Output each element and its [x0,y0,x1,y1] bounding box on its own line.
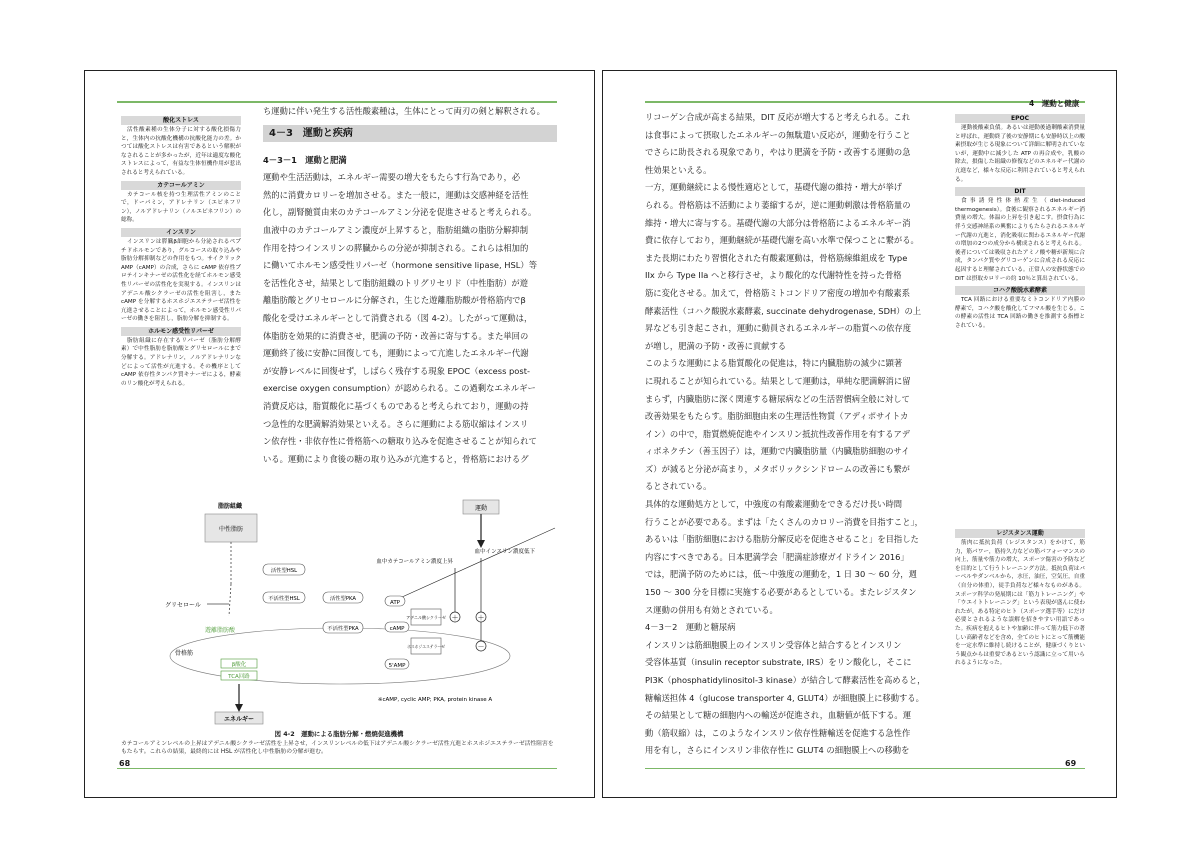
text-line: を活性化させ，結果として脂肪組織のトリグリセリド（中性脂肪）が遊 [263,277,529,288]
text-line: 酵素活性（コハク酸脱水素酵素, succinate dehydrogenase, SDH）の上 [645,305,922,316]
intro-line: ち運動に伴い発生する活性酸素種は，生体にとって両刃の剣と解釈される。 [263,106,545,116]
text-line: られる。骨格筋は不活動により萎縮するが，逆に運動刺激は骨格筋量の [645,199,911,210]
text-line: あるいは「脂肪細胞における脂肪分解反応を促進させること」を目指した [645,534,919,545]
sidebar-text: 運動後酸素負債。あるいは運動後過剰酸素消費量と呼ばれ，運動終了後の安静期にも安静時以上の酸素摂取が生じる現象について詳細に解明されていないが，運動中に減少した ATP の再合成や，乳酸の除去，損傷した組織の修復などのエネルギー代謝の亢進など，様々な反応に利用されていると考えられる。 [955,125,1085,183]
right-sidebar-bottom [955,526,1085,668]
text-line: ス運動の併用も有効とされている。 [645,604,778,615]
fig-plus-2: ＋ [477,614,485,622]
fig-active-pka: 活性型PKA [329,596,357,602]
sidebar-heading: 酸化ストレス [121,116,241,125]
fig-pde: ホスホジエステラーゼ [407,644,445,649]
sidebar-heading: EPOC [955,114,1085,123]
text-line: その結果として糖の細胞内への輸送が促進され，血糖値が低下する。運 [645,710,912,721]
fig-atp: ATP [389,600,401,606]
text-line: 化し，副腎髄質由来のカテコールアミン分泌を促進させると考えられる。 [263,207,537,218]
fig-tg-label: 中性脂肪 [218,526,244,533]
text-line: 維持・増大に寄与する。基礎代謝の大部分は骨格筋によるエネルギー消 [645,217,911,228]
fig-adenylate-cyclase: アデニル酸シクラーゼ [406,615,446,620]
right-page [602,70,1117,798]
text-line: 受容体基質（insulin receptor substrate, IRS）をリン酸化し，そこに [645,657,912,668]
sidebar-text: カテコール核を持つ生理活性アミンのことで，ドーパミン，アドレナリン（エピネフリン），ノルアドレナリン（ノルエピネフリン）の総称。 [121,191,241,224]
text-line: このような運動による脂質酸化の促進は，特に内臓脂肪の減少に顕著 [645,358,903,369]
text-line: が増し，肥満の予防・改善に貢献する [645,340,787,351]
fig-5amp: 5'AMP [388,663,406,669]
fig-camp: cAMP [389,626,405,632]
text-line: ズ）が減ると分泌が高まり，メタボリックシンドロームの改善にも繋が [645,463,910,474]
figure-caption-title: 図 4-2 運動による脂肪分解・燃焼促進機構 [274,730,404,738]
text-line: 運動や生活活動は，エネルギー需要の増大をもたらす行為であり，必 [263,172,521,183]
subsection-title: 4－3－1 運動と肥満 [263,154,347,165]
sidebar-heading: ホルモン感受性リパーゼ [121,327,241,336]
figure-caption-text: カテコールアミンレベルの上昇はアデニル酸シクラーゼ活性を上昇させ，インスリンレベルの低下はアデニル酸シクラーゼ活性亢進とホスホジエステラーゼ活性阻害をもたらす。これらの結果，最終的には HSL が活性化し中性脂肪の分解が進む。 [121,741,554,756]
text-line: PI3K（phosphatidylinositol-3 kinase）が結合して酵素活性を高めると， [645,675,926,685]
text-line: 然的に消費カロリーを増加させる。また一般に，運動は交感神経を活性 [263,189,529,200]
fig-adipose-label: 脂肪組織 [217,503,243,510]
text-line: は食事によって摂取したエネルギーの無駄遣い反応が，運動を行うこと [645,129,911,140]
sidebar-text: インスリンは膵臓β細胞から分泌されるペプチドホルモンであり，グルコースの取り込みや脂肪分解抑制などの作用をもつ。サイクリック AMP（cAMP）の合成，さらに cAMP 依存性プロテインキナーゼの活性化を経てホルモン感受性リパーゼの活性化を実現する。インスリンはアデニル酸シクラーゼの活性を阻害し，また cAMP を分解するホスホジエステラーゼ活性を亢進させることによって，ホルモン感受性リパーゼの働きを阻害し，脂肪分解を抑制する。 [121,238,241,323]
top-rule-right [645,101,1085,103]
sidebar-heading: コハク酸脱水素酵素 [955,286,1085,295]
text-line: 血液中のカテコールアミン濃度が上昇すると，脂肪組織の脂肪分解抑制 [263,224,529,235]
sidebar-text: 食事誘発性体熱産生（diet-induced thermogenesis）。食後に観察されるエネルギー消費量の増大。体温の上昇を引き起こす。摂食行為に伴う交感神経系の興奮によりもたらされるエネルギー代謝の亢進と，消化吸収に関わるエネルギー代謝の増加の2つの成分から構成されると考えられる。後者については吸収されたアミノ酸や糖が新規に合成，タンパク質やグリコーゲンに合成される反応に起因すると理解されている。正常人の安静状態での DIT は摂取カロリーの約 10％と算出されている。 [955,198,1085,282]
text-line: でさらに助長される現象であり，やはり肥満を予防・改善する運動の急 [645,147,911,158]
text-line: 行うことが必要である。まずは「たくさんのカロリー消費を目指すこと」， [645,516,923,527]
fig-muscle: 骨格筋 [175,650,194,657]
fig-beta-ox: β酸化 [231,662,247,668]
left-paragraph [263,169,557,468]
fig-exercise-label: 運動 [474,505,488,512]
text-line: まらず，内臓脂肪に深く関連する糖尿病などの生活習慣病全般に対して [645,393,910,404]
sidebar-heading: DIT [955,187,1085,196]
left-main-text [263,103,557,468]
left-sidebar [121,113,241,388]
fig-catecholamine-up-label: 血中カテコールアミン濃度上昇 [376,559,453,565]
text-line: ン依存性・非依存性に骨格筋への糖取り込みを促進させることが知られて [263,436,537,447]
sidebar-heading: インスリン [121,228,241,237]
text-line: 作用を持つインスリンの膵臓からの分泌が抑制される。これらは相加的 [263,242,529,253]
sidebar-text: 脂肪組織に存在するリパーゼ（脂肪分解酵素）で中性脂肪を脂肪酸とグリセロールにまで分解する。アドレナリン，ノルアドレナリンなどによって活性が亢進する。その機序として cAMP 依存性タンパク質キナーゼによる，酵素のリン酸化が考えられる。 [121,337,241,387]
text-line: いる。運動により食後の糖の取り込みが亢進すると，骨格筋におけるグ [263,453,529,464]
fig-plus-1: ＋ [451,614,459,622]
bottom-rule-right [645,768,1085,769]
left-page [84,70,595,798]
text-line: に働いてホルモン感受性リパーゼ（hormone sensitive lipase, HSL）等 [263,260,538,271]
running-head: 4 運動と健康 [1029,99,1080,108]
text-line: 酸化を受けエネルギーとして消費される（図 4-2）。したがって運動は， [263,312,533,323]
text-line: 費に依存しており，運動継続が基礎代謝を高い水準で保つことに繋がる。 [645,235,919,246]
text-line: 筋に変化させる。加えて，骨格筋ミトコンドリア密度の増加や有酸素系 [645,287,911,298]
text-line: 糖輸送担体 4（glucose transporter 4, GLUT4）が細胞膜上に移動する。 [645,692,924,703]
text-line: 具体的な運動処方として，中強度の有酸素運動をできるだけ長い時間 [645,499,903,510]
text-line: 性効果といえる。 [645,164,712,175]
fig-abbreviations: ※cAMP, cyclic AMP; PKA, protein kinase A [377,697,493,703]
text-line: exercise oxygen consumption）が認められる。この過剰なエネルギー [263,383,536,394]
right-main-text [645,109,941,760]
fig-insulin-down-label: 血中インスリン濃度低下 [474,549,535,555]
sidebar-heading: レジスタンス運動 [955,529,1085,538]
sidebar-text: 活性酸素種の生体分子に対する酸化損傷力と，生体内の抗酸化機構の抗酸化能力の差。かつては酸化ストレスは有害であるという解釈がなされることが多かったが，近年は適度な酸化ストレスによって，有益な生体恒機作用が惹出されると考えられている。 [121,127,241,176]
text-line: 動（筋収縮）は，このようなインスリン依存性糖輸送を促進する急性作 [645,727,911,738]
text-line: では，肥満予防のためには，低～中強度の運動を，1 日 30 ～ 60 分，週 [645,569,917,580]
bottom-rule [117,768,557,769]
text-line: ィポネクチン（善玉因子）は，運動で内臓脂肪量（内臓脂肪細胞のサイ [645,446,910,457]
sidebar-heading: カテコールアミン [121,181,241,190]
text-line: 4－3－2 運動と糖尿病 [645,622,736,633]
text-line: 一方，運動継続による慢性適応として，基礎代謝の維持・増大が挙げ [645,182,903,193]
text-line: また長期にわたり習慣化された有酸素運動は，骨格筋線維組成を Type [645,252,908,263]
text-line: るとされている。 [645,481,712,492]
text-line: 昇なども引き起こされ，運動に動員されるエネルギーの脂質への依存度 [645,323,912,334]
fig-ffa: 遊離脂肪酸 [205,627,236,634]
text-line: に現れることが知られている。結果として運動は，単純な肥満解消に留 [645,375,911,386]
text-line: 内容にすべきである。日本肥満学会「肥満症診療ガイドライン 2016」 [645,551,909,562]
text-line: インスリンは筋細胞膜上のインスリン受容体と結合するとインスリン [645,639,902,650]
text-line: 体脂肪を効果的に消費させ，肥満の予防・改善に寄与する。また単回の [263,330,529,341]
figure-4-2-diagram [145,496,565,728]
figure-caption [121,730,557,757]
text-line: IIx から Type IIa へと移行させ，より酸化的な代謝特性を持った骨格 [645,270,902,281]
fig-energy: エネルギー [223,716,255,723]
fig-minus: － [477,643,485,651]
fig-inactive-hsl: 不活性型HSL [268,596,300,602]
page-number-right: 69 [1065,759,1077,768]
fig-glycerol: グリセロール [165,602,201,609]
text-line: 離脂肪酸とグリセロールに分解され，生じた遊離脂肪酸が骨格筋内でβ [263,295,526,306]
page-number-left: 68 [119,759,131,768]
text-line: 用を有し，さらにインスリン非依存性に GLUT4 の細胞膜上への移動を [645,745,910,756]
text-line: 消費反応は，脂質酸化に基づくものであると考えられており，運動の持 [263,400,529,411]
right-sidebar [955,111,1085,330]
text-line: が安静レベルに回復せず，しばらく残存する現象 EPOC（excess post- [263,365,530,376]
text-line: つ急性的な肥満解消効果といえる。さらに運動による筋収縮はインスリ [263,418,529,429]
sidebar-text: TCA 回路における重要なミトコンドリア内膜の酵素で，コハク酸を酸化してフマル酸を生じる。この酵素の活性は TCA 回路の働きを推測する指標とされている。 [955,297,1085,329]
text-line: イン）の中で，脂質燃焼促進やインスリン抵抗性改善作用を有するアデ [645,428,911,439]
text-line: 改善効果をもたらす。脂肪細胞由来の生理活性物質（アディポサイトカ [645,411,909,422]
text-line: 150 ～ 300 分を目標に実施する必要があるとしている。またレジスタン [645,587,917,598]
fig-inactive-pka: 不活性型PKA [327,626,359,632]
text-line: 運動終了後に安静に回復しても，運動によって亢進したエネルギー代謝 [263,348,529,359]
sidebar-text: 筋肉に抵抗負荷（レジスタンス）をかけて，筋力，筋パワー，筋持久力などの筋パフォーマンスの向上，筋量や筋力の増大，スポーツ傷害の予防などを目的として行うトレーニング方法。抵抗負荷はバーベルやダンベルから，水圧，油圧，空気圧，自重（自分の体重），徒手負荷など様々なものがある。スポーツ科学の発展期には「筋力トレーニング」や「ウエイトトレーニング」という表現が盛んに使われたが，ある特定のヒト（スポーツ選手等）にだけ必要とされるような誤解を招きやすい用語であった。疾病を抱えるヒトや加齢に伴って筋力低下の著しい高齢者などを含め，全てのヒトにとって筋機能を一定水準に維持し続けることが，健康づくりという観点からは重要であるという認識に立って用いられるようになった。 [955,540,1085,667]
section-title: 4－3 運動と疾病 [263,125,557,142]
fig-tca: TCA回路 [228,674,250,680]
text-line: リコーゲン合成が高まる結果，DIT 反応が増大すると考えられる。これ [645,112,911,122]
fig-active-hsl: 活性型HSL [270,568,298,574]
